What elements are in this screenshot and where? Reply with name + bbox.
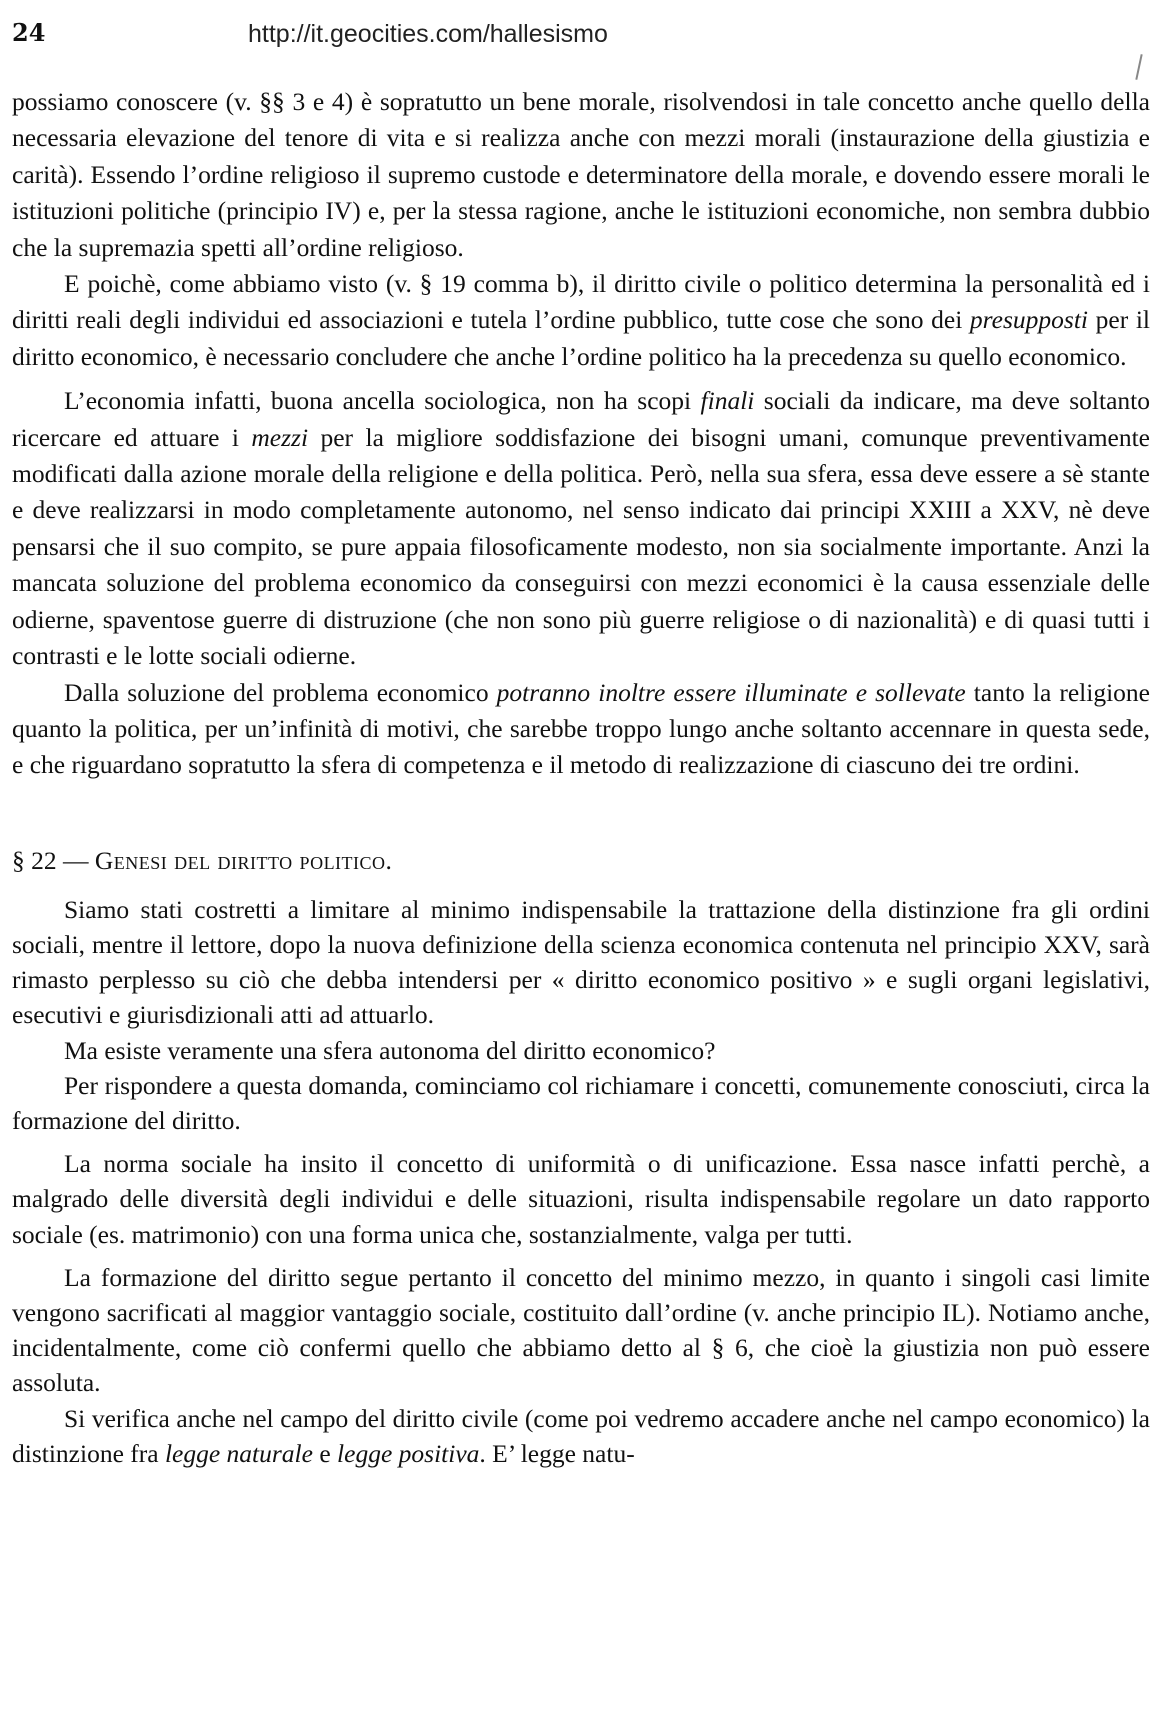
text-run: Siamo stati costretti a limitare al minimo indispensabile la trattazione della distinzione fra gli ordini sociali, mentre il lettore, dopo la nuova definizione della scienza economica contenuta nel principio XXV, sarà rimasto perplesso su ciò che debba intendersi per « diritto economico positivo » e sugli organi legislativi, esecutivi e giurisdizionali atti ad attuarlo. — [12, 894, 1150, 1030]
paragraph-spacer — [12, 1252, 1150, 1260]
italic-text-run: presupposti — [969, 305, 1088, 335]
source-url: http://it.geocities.com/hallesismo — [248, 20, 608, 48]
page-number: 24 — [12, 18, 46, 47]
paragraph — [12, 383, 1150, 674]
paragraph-spacer — [12, 1138, 1150, 1146]
paragraph — [12, 1146, 1150, 1252]
italic-text-run: legge positiva — [337, 1438, 480, 1468]
text-run: Dalla soluzione del problema economico — [64, 677, 497, 707]
paragraph — [12, 1033, 1150, 1068]
page-body — [12, 84, 1150, 1471]
section-body — [12, 892, 1150, 1471]
italic-text-run: mezzi — [251, 422, 309, 452]
paragraph — [12, 675, 1150, 784]
text-run: E poichè, come abbiamo visto (v. § 19 comma b), il diritto civile o politico determina la personalità ed i diritti reali degli individui ed associazioni e tutela l’ordine pubblico, tutte cose che sono dei — [12, 269, 1150, 335]
paragraph-spacer — [12, 375, 1150, 383]
text-run: La norma sociale ha insito il concetto di uniformità o di unificazione. Essa nasce infatti perchè, a malgrado delle diversità degli individui e delle situazioni, risulta indispensabile regolare un dato rapporto sociale (es. matrimonio) con una forma unica che, sostanzialmente, valga per tutti. — [12, 1149, 1150, 1249]
text-run: e — [312, 1438, 338, 1468]
section-title: Genesi del diritto politico. — [94, 845, 393, 875]
paragraph — [12, 892, 1150, 1033]
text-run: sociali da indicare, ma deve soltanto ricercare ed attuare i — [12, 386, 1150, 452]
italic-text-run: legge naturale — [164, 1438, 313, 1468]
section-number: § 22 — — [12, 845, 89, 875]
paragraph — [12, 266, 1150, 375]
text-run: Per rispondere a questa domanda, cominciamo col richiamare i concetti, comunemente conosciuti, circa la formazione del diritto. — [12, 1070, 1150, 1135]
text-run: . E’ legge natu- — [479, 1438, 635, 1468]
scan-mark — [1135, 54, 1142, 80]
text-run: La formazione del diritto segue pertanto il concetto del minimo mezzo, in quanto i singoli casi limite vengono sacrificati al maggior vantaggio sociale, costituito dall’ordine (v. anche principio IL). Notiamo anche, incidentalmente, come ciò confermi quello che abbiamo detto al § 6, che cioè la giustizia non può essere assoluta. — [12, 1262, 1150, 1398]
section-heading — [12, 844, 1150, 878]
paragraph — [12, 1401, 1150, 1471]
text-run: Ma esiste veramente una sfera autonoma del diritto economico? — [64, 1035, 716, 1065]
italic-text-run: potranno inoltre essere illuminate e sollevate — [496, 677, 966, 707]
paragraph — [12, 1260, 1150, 1401]
text-run: possiamo conoscere (v. §§ 3 e 4) è sopratutto un bene morale, risolvendosi in tale concetto anche quello della necessaria elevazione del tenore di vita e si realizza anche con mezzi morali (instaurazione della giustizia e carità). Essendo l’ordine religioso il supremo custode e determinatore della morale, e dovendo essere morali le istituzioni politiche (principio IV) e, per la stessa ragione, anche le istituzioni economiche, non sembra dubbio che la supremazia spetti all’ordine religioso. — [12, 87, 1150, 262]
text-run: per il diritto economico, è necessario concludere che anche l’ordine politico ha la precedenza su quello economico. — [12, 305, 1150, 371]
text-run: tanto la religione quanto la politica, per un’infinità di motivi, che sarebbe troppo lungo anche soltanto accennare in questa sede, e che riguardano sopratutto la sfera di competenza e il metodo di realizzazione di ciascuno dei tre ordini. — [12, 677, 1150, 780]
paragraph — [12, 84, 1150, 266]
text-run: per la migliore soddisfazione dei bisogni umani, comunque preventivamente modificati dalla azione morale della religione e della politica. Però, nella sua sfera, essa deve essere a sè stante e deve realizzarsi in modo completamente autonomo, nel senso indicato dai principi XXIII a XXV, nè deve pensarsi che il suo compito, se pure appaia filosoficamente modesto, non sia socialmente importante. Anzi la mancata soluzione del problema economico da conseguirsi con mezzi economici è la causa essenziale delle odierne, spaventose guerre di distruzione (che non sono più guerre religiose o di nazionalità) e di quasi tutti i contrasti e le lotte sociali odierne. — [12, 422, 1150, 671]
text-run: L’economia infatti, buona ancella sociologica, non ha scopi — [64, 386, 701, 416]
text-run: Si verifica anche nel campo del diritto civile (come poi vedremo accadere anche nel campo economico) la distinzione fra — [12, 1403, 1150, 1468]
paragraph — [12, 1068, 1150, 1138]
italic-text-run: finali — [700, 386, 755, 416]
